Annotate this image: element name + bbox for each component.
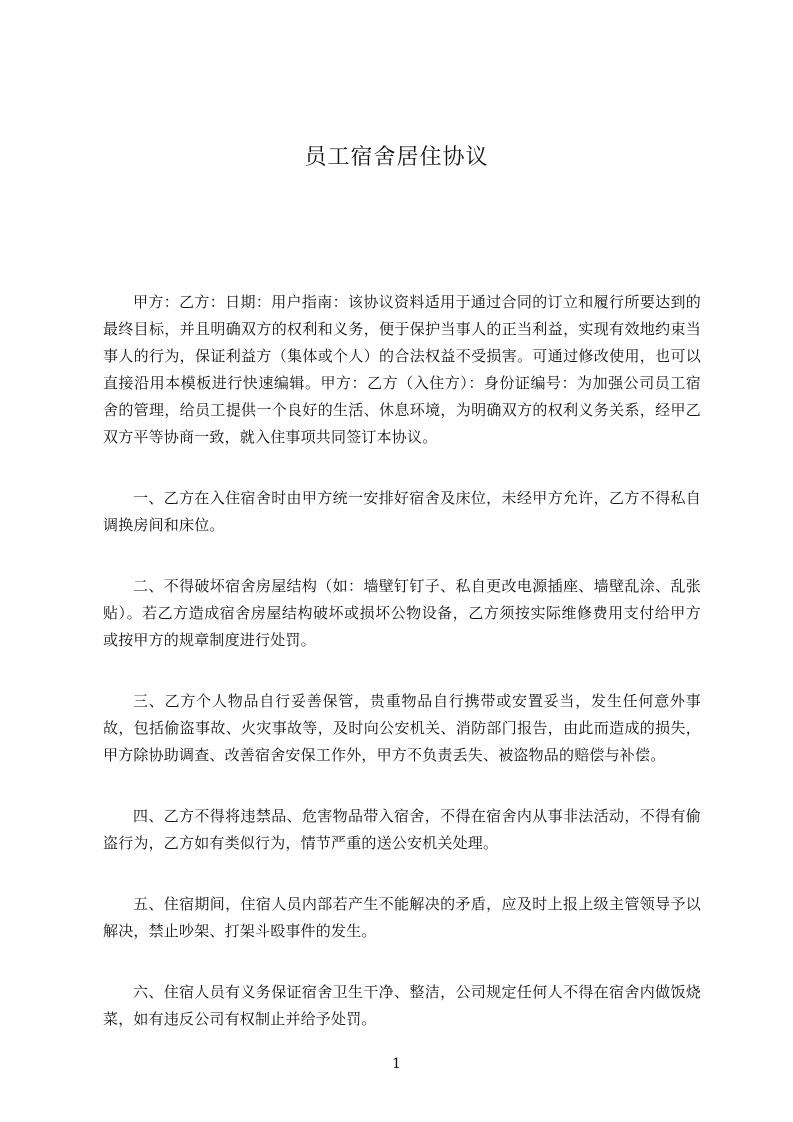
clause-5-paragraph: 五、住宿期间，住宿人员内部若产生不能解决的矛盾，应及时上报上级主管领导予以解决，禁止吵架、打架斗殴事件的发生。 [103,895,701,940]
page-number: 1 [392,1056,401,1072]
clause-1-paragraph: 一、乙方在入住宿舍时由甲方统一安排好宿舍及床位，未经甲方允许，乙方不得私自调换房间和床位。 [103,489,701,534]
clause-6-paragraph: 六、住宿人员有义务保证宿舍卫生干净、整洁，公司规定任何人不得在宿舍内做饭烧菜，如有违反公司有权制止并给予处罚。 [103,983,701,1028]
document-body [103,289,701,1067]
intro-paragraph: 甲方：乙方：日期：用户指南：该协议资料适用于通过合同的订立和履行所要达到的最终目标，并且明确双方的权利和义务，便于保护当事人的正当利益，实现有效地约束当事人的行为，保证利益方（集体或个人）的合法权益不受损害。可通过修改使用，也可以直接沿用本模板进行快速编辑。甲方：乙方（入住方）：身份证编号：为加强公司员工宿舍的管理，给员工提供一个良好的生活、休息环境，为明确双方的权利义务关系，经甲乙双方平等协商一致，就入住事项共同签订本协议。 [103,293,701,446]
document-title: 员工宿舍居住协议 [304,145,489,170]
clause-2-paragraph: 二、不得破坏宿舍房屋结构（如：墙壁钉钉子、私自更改电源插座、墙壁乱涂、乱张贴）。若乙方造成宿舍房屋结构破坏或损坏公物设备，乙方须按实际维修费用支付给甲方或按甲方的规章制度进行处罚。 [103,577,701,649]
clause-3-paragraph: 三、乙方个人物品自行妥善保管，贵重物品自行携带或安置妥当，发生任何意外事故，包括偷盗事故、火灾事故等，及时向公安机关、消防部门报告，由此而造成的损失，甲方除协助调查、改善宿舍安保工作外，甲方不负责丢失、被盗物品的赔偿与补偿。 [103,692,701,764]
clause-4-paragraph: 四、乙方不得将违禁品、危害物品带入宿舍，不得在宿舍内从事非法活动，不得有偷盗行为，乙方如有类似行为，情节严重的送公安机关处理。 [103,807,701,852]
